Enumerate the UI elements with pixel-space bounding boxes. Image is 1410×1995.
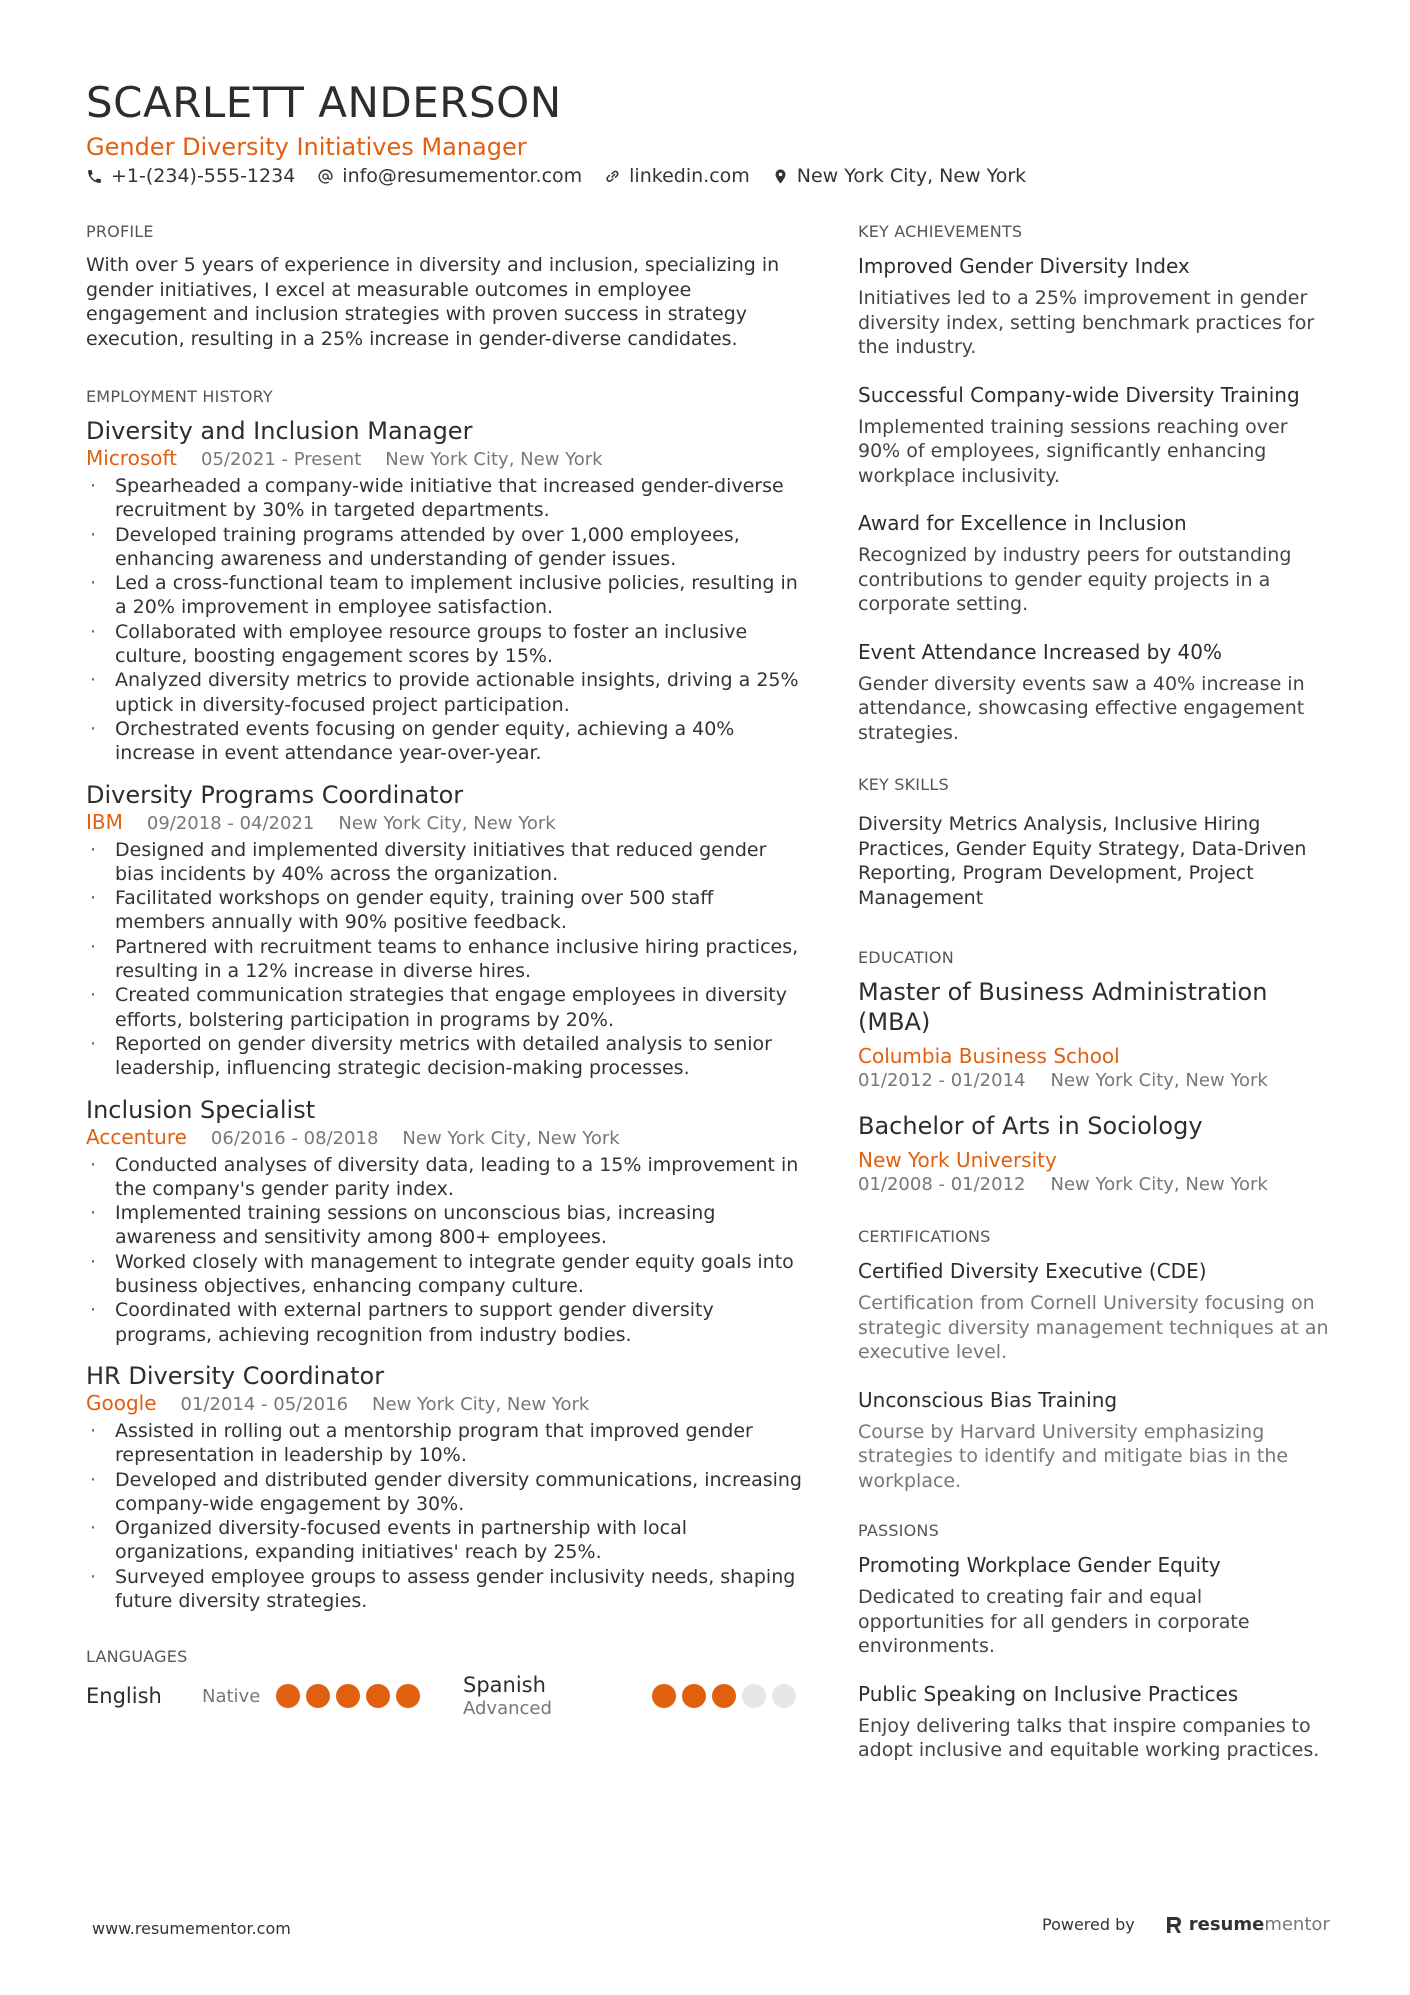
job-dates: 01/2014 - 05/2016 bbox=[180, 1393, 349, 1415]
job-bullet: · Partnered with recruitment teams to enhance inclusive hiring practices, resulting in a 12% increase in diverse hires. bbox=[86, 935, 806, 984]
location-pin-icon bbox=[772, 168, 789, 185]
education-school: Columbia Business School bbox=[858, 1044, 1120, 1068]
certification-title: Unconscious Bias Training bbox=[858, 1387, 1118, 1412]
education-degree: Bachelor of Arts in Sociology bbox=[858, 1112, 1203, 1140]
certification-item bbox=[858, 1387, 1334, 1494]
job-bullet: · Facilitated workshops on gender equity, training over 500 staff members annually with 90% positive feedback. bbox=[86, 886, 806, 935]
education-heading: EDUCATION bbox=[858, 948, 954, 967]
job-bullet: · Conducted analyses of diversity data, leading to a 15% improvement in the company's gender parity index. bbox=[86, 1153, 806, 1202]
certification-title: Certified Diversity Executive (CDE) bbox=[858, 1259, 1207, 1283]
achievement-item bbox=[858, 382, 1334, 489]
job-meta bbox=[86, 1391, 806, 1417]
job-bullet: · Orchestrated events focusing on gender equity, achieving a 40% increase in event attendance year-over-year. bbox=[86, 717, 806, 766]
job-title: HR Diversity Coordinator bbox=[86, 1361, 385, 1390]
rating-dot-filled bbox=[276, 1684, 300, 1708]
language-item bbox=[463, 1672, 806, 1720]
contact-bar bbox=[86, 165, 1026, 187]
certifications-section bbox=[858, 1227, 1334, 1493]
job-bullet: · Developed and distributed gender diversity communications, increasing company-wide engagement by 30%. bbox=[86, 1468, 806, 1517]
skills-section bbox=[858, 775, 1334, 910]
job-bullet: · Created communication strategies that engage employees in diversity efforts, bolstering participation in programs by 20%. bbox=[86, 983, 806, 1032]
profile-section bbox=[86, 222, 806, 351]
job-bullet: · Implemented training sessions on unconscious bias, increasing awareness and sensitivity among 800+ employees. bbox=[86, 1201, 806, 1250]
certifications-heading: CERTIFICATIONS bbox=[858, 1227, 991, 1246]
passion-title: Public Speaking on Inclusive Practices bbox=[858, 1681, 1239, 1706]
job-bullet: · Organized diversity-focused events in partnership with local organizations, expanding initiatives' reach by 25%. bbox=[86, 1516, 806, 1565]
education-dates: 01/2008 - 01/2012 bbox=[858, 1174, 1026, 1195]
job-entry bbox=[86, 780, 806, 1081]
contact-phone[interactable] bbox=[86, 165, 295, 187]
candidate-title: Gender Diversity Initiatives Manager bbox=[86, 133, 527, 161]
education-section bbox=[858, 948, 1334, 1197]
job-dates: 06/2016 - 08/2018 bbox=[210, 1127, 379, 1149]
link-icon bbox=[604, 168, 621, 185]
certification-desc: Certification from Cornell University focusing on strategic diversity management techniques at an executive level. bbox=[858, 1292, 1329, 1363]
passions-section bbox=[858, 1521, 1334, 1763]
brand-bold: resume bbox=[1188, 1914, 1265, 1935]
job-location: New York City, New York bbox=[338, 812, 556, 834]
rating-dot-filled bbox=[306, 1684, 330, 1708]
language-rating bbox=[276, 1684, 420, 1708]
certification-item bbox=[858, 1258, 1334, 1365]
location-text: New York City, New York bbox=[796, 165, 1027, 187]
rating-dot-filled bbox=[396, 1684, 420, 1708]
job-bullets bbox=[86, 838, 806, 1081]
passion-item bbox=[858, 1552, 1334, 1659]
profile-heading: PROFILE bbox=[86, 222, 154, 241]
certification-desc: Course by Harvard University emphasizing strategies to identify and mitigate bias in the workplace. bbox=[858, 1420, 1289, 1492]
job-location: New York City, New York bbox=[385, 449, 603, 470]
job-bullet: · Worked closely with management to integrate gender equity goals into business objectives, enhancing company culture. bbox=[86, 1250, 806, 1299]
job-title: Inclusion Specialist bbox=[86, 1095, 316, 1124]
achievement-item bbox=[858, 253, 1334, 360]
education-location: New York City, New York bbox=[1050, 1070, 1268, 1091]
language-rating bbox=[652, 1684, 796, 1708]
job-title: Diversity Programs Coordinator bbox=[86, 780, 464, 809]
footer-website[interactable]: www.resumementor.com bbox=[92, 1919, 291, 1938]
skills-heading: KEY SKILLS bbox=[858, 775, 949, 794]
job-entry bbox=[86, 1095, 806, 1347]
education-degree: Master of Business Administration (MBA) bbox=[858, 978, 1268, 1036]
job-dates: 05/2021 - Present bbox=[201, 449, 362, 470]
achievement-item bbox=[858, 510, 1334, 617]
job-bullet: · Developed training programs attended by over 1,000 employees, enhancing awareness and understanding of gender issues. bbox=[86, 523, 806, 572]
footer-powered bbox=[1042, 1914, 1330, 1935]
employment-section bbox=[86, 387, 806, 1613]
at-icon bbox=[317, 168, 334, 185]
rating-dot-empty bbox=[772, 1684, 796, 1708]
contact-email[interactable] bbox=[317, 165, 582, 187]
candidate-name: SCARLETT ANDERSON bbox=[86, 78, 562, 127]
passion-desc: Dedicated to creating fair and equal opportunities for all genders in corporate environments. bbox=[858, 1586, 1250, 1657]
education-item bbox=[858, 977, 1334, 1093]
language-name: Spanish bbox=[463, 1673, 546, 1698]
contact-linkedin[interactable] bbox=[604, 165, 750, 187]
email-text: info@resumementor.com bbox=[342, 165, 583, 187]
job-dates: 09/2018 - 04/2021 bbox=[146, 812, 315, 834]
languages-heading: LANGUAGES bbox=[86, 1647, 188, 1667]
job-entry bbox=[86, 1361, 806, 1613]
job-company: Accenture bbox=[86, 1124, 187, 1149]
education-school: New York University bbox=[858, 1148, 1057, 1172]
job-meta bbox=[86, 810, 806, 836]
education-dates: 01/2012 - 01/2014 bbox=[858, 1070, 1026, 1091]
rating-dot-filled bbox=[652, 1684, 676, 1708]
job-company: Google bbox=[86, 1390, 157, 1415]
brand-light: mentor bbox=[1264, 1914, 1330, 1935]
job-meta bbox=[86, 446, 806, 472]
achievements-section bbox=[858, 222, 1334, 745]
passion-item bbox=[858, 1681, 1334, 1763]
education-meta bbox=[858, 1173, 1334, 1197]
job-entry bbox=[86, 416, 806, 766]
linkedin-text: linkedin.com bbox=[629, 165, 750, 187]
achievements-heading: KEY ACHIEVEMENTS bbox=[858, 222, 1023, 241]
passions-heading: PASSIONS bbox=[858, 1521, 939, 1540]
passion-desc: Enjoy delivering talks that inspire companies to adopt inclusive and equitable working practices. bbox=[858, 1714, 1320, 1761]
left-column bbox=[86, 222, 806, 1726]
job-bullets bbox=[86, 474, 806, 766]
job-bullets bbox=[86, 1153, 806, 1347]
achievement-desc: Initiatives led to a 25% improvement in gender diversity index, setting benchmark practices for the industry. bbox=[858, 287, 1315, 358]
rating-dot-empty bbox=[742, 1684, 766, 1708]
achievement-title: Award for Excellence in Inclusion bbox=[858, 511, 1187, 535]
languages-section bbox=[86, 1647, 806, 1726]
resumementor-logo-icon bbox=[1165, 1915, 1183, 1935]
profile-text: With over 5 years of experience in diversity and inclusion, specializing in gender initiatives, I excel at measurable outcomes in employee engagement and inclusion strategies with proven success in strategy execution, resulting in a 25% increase in gender-diverse candidates. bbox=[86, 254, 780, 350]
achievement-desc: Implemented training sessions reaching over 90% of employees, significantly enhancing workplace inclusivity. bbox=[858, 415, 1288, 487]
job-location: New York City, New York bbox=[372, 1393, 590, 1415]
rating-dot-filled bbox=[366, 1684, 390, 1708]
achievement-title: Event Attendance Increased by 40% bbox=[858, 639, 1222, 664]
right-column bbox=[858, 222, 1334, 1785]
achievement-desc: Recognized by industry peers for outstanding contributions to gender equity projects in a corporate setting. bbox=[858, 544, 1292, 615]
skills-text: Diversity Metrics Analysis, Inclusive Hiring Practices, Gender Equity Strategy, Data-Driven Reporting, Program Development, Project Management bbox=[858, 813, 1307, 909]
language-level: Advanced bbox=[463, 1698, 552, 1720]
job-bullet: · Designed and implemented diversity initiatives that reduced gender bias incidents by 40% across the organization. bbox=[86, 838, 806, 887]
job-location: New York City, New York bbox=[402, 1127, 620, 1149]
job-bullet: · Analyzed diversity metrics to provide actionable insights, driving a 25% uptick in diversity-focused project participation. bbox=[86, 668, 806, 717]
job-company: IBM bbox=[86, 809, 123, 834]
passion-title: Promoting Workplace Gender Equity bbox=[858, 1553, 1221, 1577]
job-meta bbox=[86, 1125, 806, 1151]
language-level: Native bbox=[202, 1685, 261, 1707]
achievement-item bbox=[858, 639, 1334, 746]
job-bullet: · Coordinated with external partners to support gender diversity programs, achieving recognition from industry bodies. bbox=[86, 1298, 806, 1347]
education-location: New York City, New York bbox=[1050, 1174, 1268, 1195]
achievement-title: Improved Gender Diversity Index bbox=[858, 254, 1190, 278]
job-company: Microsoft bbox=[86, 446, 178, 470]
job-bullets bbox=[86, 1419, 806, 1613]
job-bullet: · Spearheaded a company-wide initiative that increased gender-diverse recruitment by 30% in targeted departments. bbox=[86, 474, 806, 523]
language-item bbox=[86, 1684, 463, 1708]
phone-icon bbox=[86, 168, 103, 185]
achievement-title: Successful Company-wide Diversity Training bbox=[858, 382, 1300, 407]
rating-dot-filled bbox=[682, 1684, 706, 1708]
job-title: Diversity and Inclusion Manager bbox=[86, 417, 473, 445]
job-bullet: · Led a cross-functional team to implement inclusive policies, resulting in a 20% improvement in employee satisfaction. bbox=[86, 571, 806, 620]
languages-row bbox=[86, 1666, 806, 1726]
phone-text: +1-(234)-555-1234 bbox=[111, 165, 296, 187]
powered-by-label: Powered by bbox=[1042, 1915, 1135, 1934]
job-bullet: · Surveyed employee groups to assess gender inclusivity needs, shaping future diversity strategies. bbox=[86, 1565, 806, 1614]
rating-dot-filled bbox=[712, 1684, 736, 1708]
achievement-desc: Gender diversity events saw a 40% increase in attendance, showcasing effective engagement strategies. bbox=[858, 672, 1305, 744]
education-item bbox=[858, 1111, 1334, 1197]
job-bullet: · Reported on gender diversity metrics with detailed analysis to senior leadership, influencing strategic decision-making processes. bbox=[86, 1032, 806, 1081]
job-bullet: · Assisted in rolling out a mentorship program that improved gender representation in leadership by 10%. bbox=[86, 1419, 806, 1468]
employment-heading: EMPLOYMENT HISTORY bbox=[86, 387, 273, 406]
rating-dot-filled bbox=[336, 1684, 360, 1708]
education-meta bbox=[858, 1069, 1334, 1093]
language-name: English bbox=[86, 1684, 162, 1709]
brand-logo[interactable] bbox=[1165, 1914, 1330, 1935]
contact-location bbox=[772, 165, 1026, 187]
job-bullet: · Collaborated with employee resource groups to foster an inclusive culture, boosting engagement scores by 15%. bbox=[86, 620, 806, 669]
